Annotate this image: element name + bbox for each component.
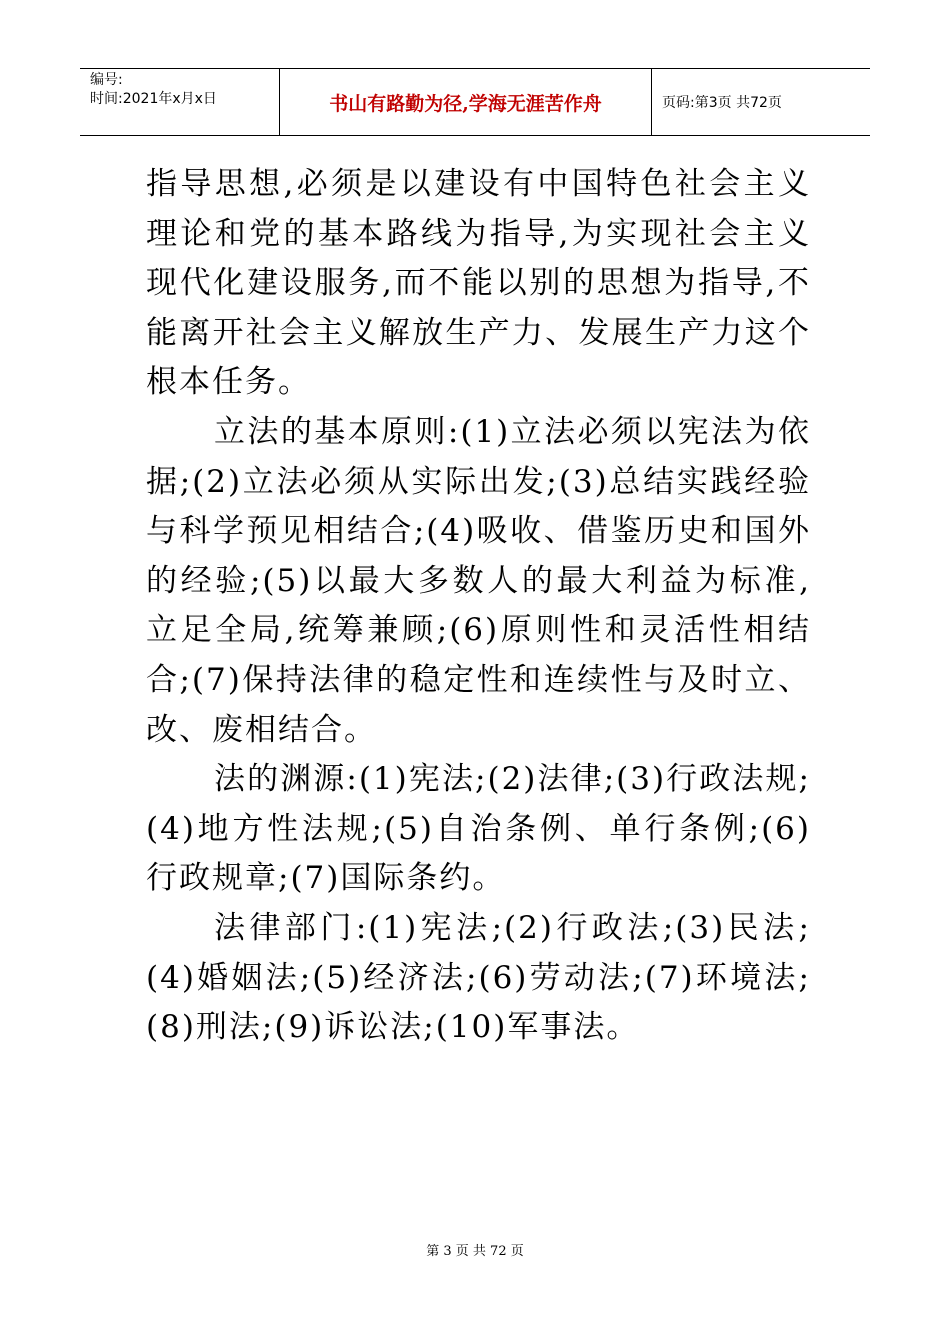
paragraph-legal-departments: 法律部门:(1)宪法;(2)行政法;(3)民法;(4)婚姻法;(5)经济法;(6)劳动法;(7)环境法;(8)刑法;(9)诉讼法;(10)军事法。 — [146, 909, 811, 1046]
header-meta — [80, 69, 280, 135]
header-page-info: 页码:第3页 共72页 — [662, 95, 782, 111]
header-motto: 书山有路勤为径,学海无涯苦作舟 — [280, 69, 652, 135]
paragraph-sources-of-law: 法的渊源:(1)宪法;(2)法律;(3)行政法规;(4)地方性法规;(5)自治条例、单行条例;(6)行政规章;(7)国际条约。 — [146, 761, 811, 897]
page-footer: 第 3 页 共 72 页 — [426, 1244, 524, 1259]
paragraph-guiding-thought: 指导思想,必须是以建设有中国特色社会主义理论和党的基本路线为指导,为实现社会主义现代化建设服务,而不能以别的思想为指导,不能离开社会主义解放生产力、发展生产力这个根本任务。 — [146, 166, 811, 401]
document-body — [146, 160, 811, 1053]
document-time-label: 时间:2021年x月x日 — [90, 91, 217, 107]
page-header — [80, 68, 870, 136]
paragraph-legislative-principles: 立法的基本原则:(1)立法必须以宪法为依据;(2)立法必须从实际出发;(3)总结实践经验与科学预见相结合;(4)吸收、借鉴历史和国外的经验;(5)以最大多数人的最大利益为标准,立足全局,统筹兼顾;(6)原则性和灵活性相结合;(7)保持法律的稳定性和连续性与及时立、改、废相结合。 — [146, 413, 811, 748]
document-number-label: 编号: — [90, 72, 123, 88]
